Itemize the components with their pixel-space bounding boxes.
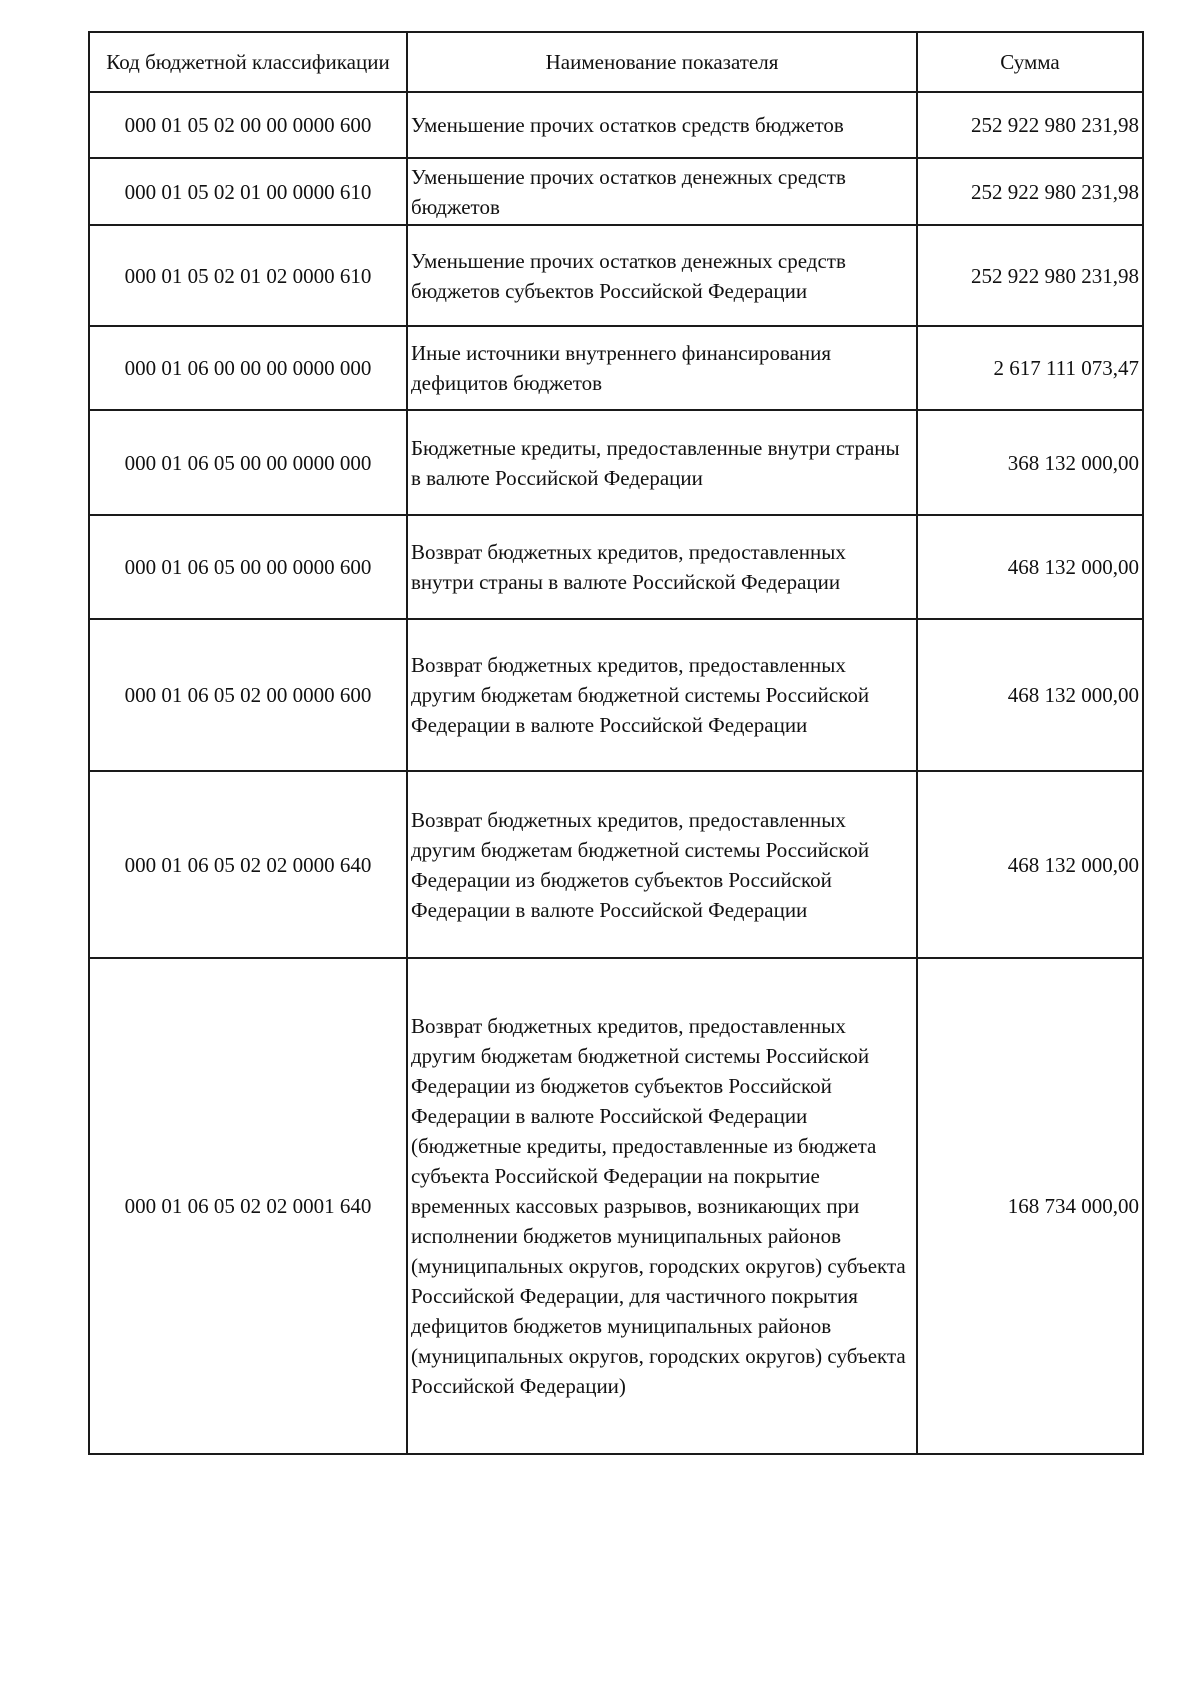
- table-row: [89, 158, 1143, 225]
- row-name: Возврат бюджетных кредитов, предоставленных другим бюджетам бюджетной системы Российской Федерации из бюджетов субъектов Российской Федерации в валюте Российской Федерации: [407, 771, 917, 958]
- row-code: 000 01 06 05 02 02 0001 640: [89, 958, 407, 1454]
- table-row: [89, 958, 1143, 1454]
- row-name: Бюджетные кредиты, предоставленные внутри страны в валюте Российской Федерации: [407, 410, 917, 515]
- header-code: Код бюджетной классификации: [89, 32, 407, 92]
- row-sum: 468 132 000,00: [917, 771, 1143, 958]
- table-row: [89, 92, 1143, 158]
- row-name: Возврат бюджетных кредитов, предоставленных внутри страны в валюте Российской Федерации: [407, 515, 917, 619]
- row-code: 000 01 05 02 01 02 0000 610: [89, 225, 407, 326]
- row-sum: 468 132 000,00: [917, 515, 1143, 619]
- row-code: 000 01 05 02 00 00 0000 600: [89, 92, 407, 158]
- row-sum: 368 132 000,00: [917, 410, 1143, 515]
- table-row: [89, 326, 1143, 410]
- row-sum: 2 617 111 073,47: [917, 326, 1143, 410]
- budget-sources-table: [88, 31, 1144, 1455]
- row-sum: 252 922 980 231,98: [917, 92, 1143, 158]
- row-sum: 168 734 000,00: [917, 958, 1143, 1454]
- row-name: Уменьшение прочих остатков средств бюджетов: [407, 92, 917, 158]
- row-name: Иные источники внутреннего финансирования дефицитов бюджетов: [407, 326, 917, 410]
- table-row: [89, 410, 1143, 515]
- row-code: 000 01 06 05 02 00 0000 600: [89, 619, 407, 771]
- table-header-row: [89, 32, 1143, 92]
- table-row: [89, 619, 1143, 771]
- row-code: 000 01 06 05 02 02 0000 640: [89, 771, 407, 958]
- header-sum: Сумма: [917, 32, 1143, 92]
- row-code: 000 01 06 05 00 00 0000 000: [89, 410, 407, 515]
- row-name: Возврат бюджетных кредитов, предоставленных другим бюджетам бюджетной системы Российской Федерации в валюте Российской Федерации: [407, 619, 917, 771]
- row-name: Уменьшение прочих остатков денежных средств бюджетов: [407, 158, 917, 225]
- table-row: [89, 771, 1143, 958]
- header-name: Наименование показателя: [407, 32, 917, 92]
- row-code: 000 01 05 02 01 00 0000 610: [89, 158, 407, 225]
- row-sum: 252 922 980 231,98: [917, 158, 1143, 225]
- row-sum: 252 922 980 231,98: [917, 225, 1143, 326]
- row-name: Уменьшение прочих остатков денежных средств бюджетов субъектов Российской Федерации: [407, 225, 917, 326]
- row-name: Возврат бюджетных кредитов, предоставленных другим бюджетам бюджетной системы Российской Федерации из бюджетов субъектов Российской Федерации в валюте Российской Федерации (бюджетные кредиты, предоставленные из бюджета субъекта Российской Федерации на покрытие временных кассовых разрывов, возникающих при исполнении бюджетов муниципальных районов (муниципальных округов, городских округов) субъекта Российской Федерации, для частичного покрытия дефицитов бюджетов муниципальных районов (муниципальных округов, городских округов) субъекта Российской Федерации): [407, 958, 917, 1454]
- row-code: 000 01 06 05 00 00 0000 600: [89, 515, 407, 619]
- table-row: [89, 225, 1143, 326]
- row-code: 000 01 06 00 00 00 0000 000: [89, 326, 407, 410]
- table-row: [89, 515, 1143, 619]
- row-sum: 468 132 000,00: [917, 619, 1143, 771]
